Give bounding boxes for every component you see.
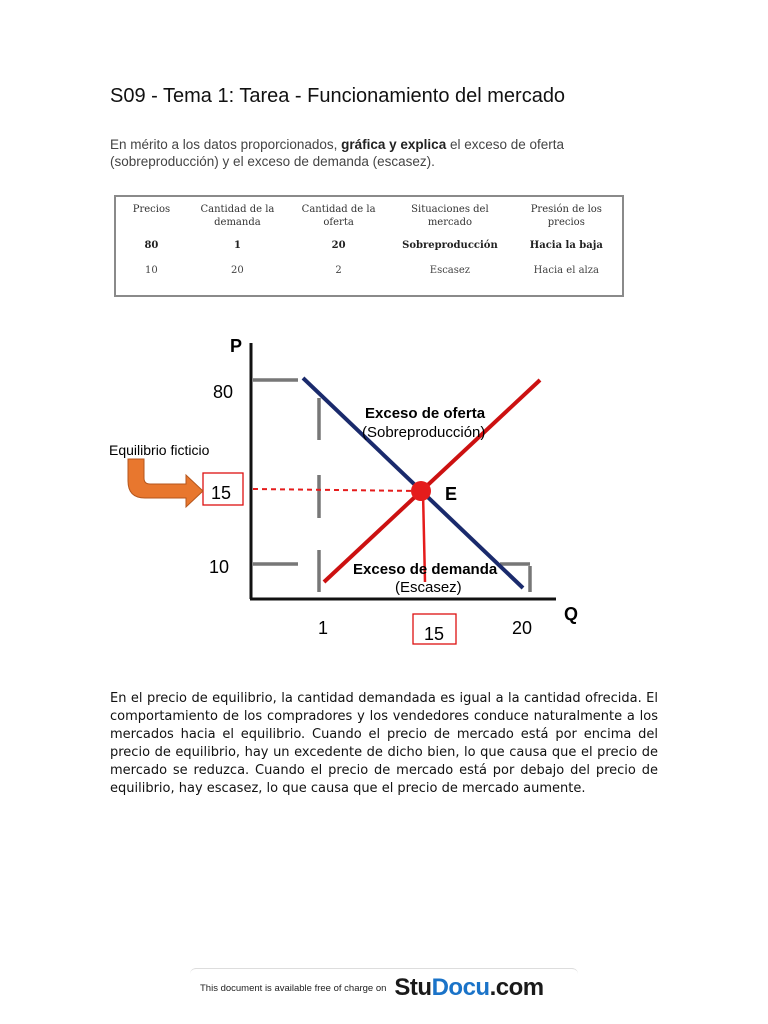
table-cell: 20 [231, 265, 244, 276]
fictitious-equilibrium-label: Equilibrio ficticio [109, 442, 210, 458]
y-axis-label: P [230, 336, 243, 356]
equilibrium-price-dash [253, 489, 418, 491]
explanation-paragraph: En el precio de equilibrio, la cantidad demandada es igual a la cantidad ofrecida. El comportamiento de los compradores y los vendedores conduce naturalmente a los mercados hacia el equilibrio. Cuando el precio de mercado está por encima del precio de equilibrio, hay un excedente de dicho bien, lo que causa que el precio de mercado se reduzca. Cuando el precio de mercado está por debajo del precio de equilibrio, hay escasez, lo que causa que el precio de mercado aumente. [110, 691, 658, 796]
equilibrium-point [411, 481, 431, 501]
footer-banner [190, 968, 578, 1007]
intro-bold: gráfica y explica [341, 137, 447, 152]
x-axis-label: Q [564, 604, 579, 624]
table-cell: 20 [331, 240, 346, 251]
table-cell: Escasez [429, 265, 471, 276]
arrow-icon [128, 459, 203, 507]
footer-note: This document is available free of charge on [200, 982, 387, 994]
table-cell: 2 [335, 265, 342, 276]
logo-part: Stu [394, 974, 432, 1001]
table-cell: Hacia la baja [529, 240, 603, 251]
equilibrium-label: E [445, 484, 458, 504]
intro-after: el exceso de oferta (sobreproducción) y el exceso de demanda (escasez). [110, 137, 565, 169]
y-tick-label: 15 [211, 483, 232, 503]
y-tick-label: 80 [213, 382, 234, 402]
studocu-logo [394, 974, 543, 1002]
intro-before: En mérito a los datos proporcionados, [110, 137, 342, 152]
page-title: S09 - Tema 1: Tarea - Funcionamiento del mercado [110, 85, 566, 107]
table-cell: Hacia el alza [533, 265, 599, 276]
table-cell: 10 [145, 265, 158, 276]
table-cell: 1 [233, 240, 241, 251]
table-header: Presión de los precios [530, 204, 602, 228]
excess-supply-sublabel: (Sobreproducción) [362, 424, 486, 441]
excess-demand-label: Exceso de demanda [353, 561, 498, 578]
table-cell: Sobreproducción [402, 240, 498, 251]
excess-demand-sublabel: (Escasez) [395, 579, 462, 596]
x-tick-label: 20 [512, 618, 533, 638]
excess-supply-label: Exceso de oferta [365, 405, 486, 422]
logo-part: .com [489, 974, 544, 1001]
table-header: Situaciones del mercado [411, 204, 489, 228]
x-tick-label: 1 [318, 618, 329, 638]
y-tick-label: 10 [209, 557, 230, 577]
table-header: Precios [132, 204, 171, 215]
logo-part: Docu [431, 974, 490, 1001]
table-cell: 80 [144, 240, 159, 251]
x-tick-label: 15 [424, 624, 445, 644]
table-header: Cantidad de la demanda [200, 204, 275, 228]
table-header: Cantidad de la oferta [301, 204, 376, 228]
